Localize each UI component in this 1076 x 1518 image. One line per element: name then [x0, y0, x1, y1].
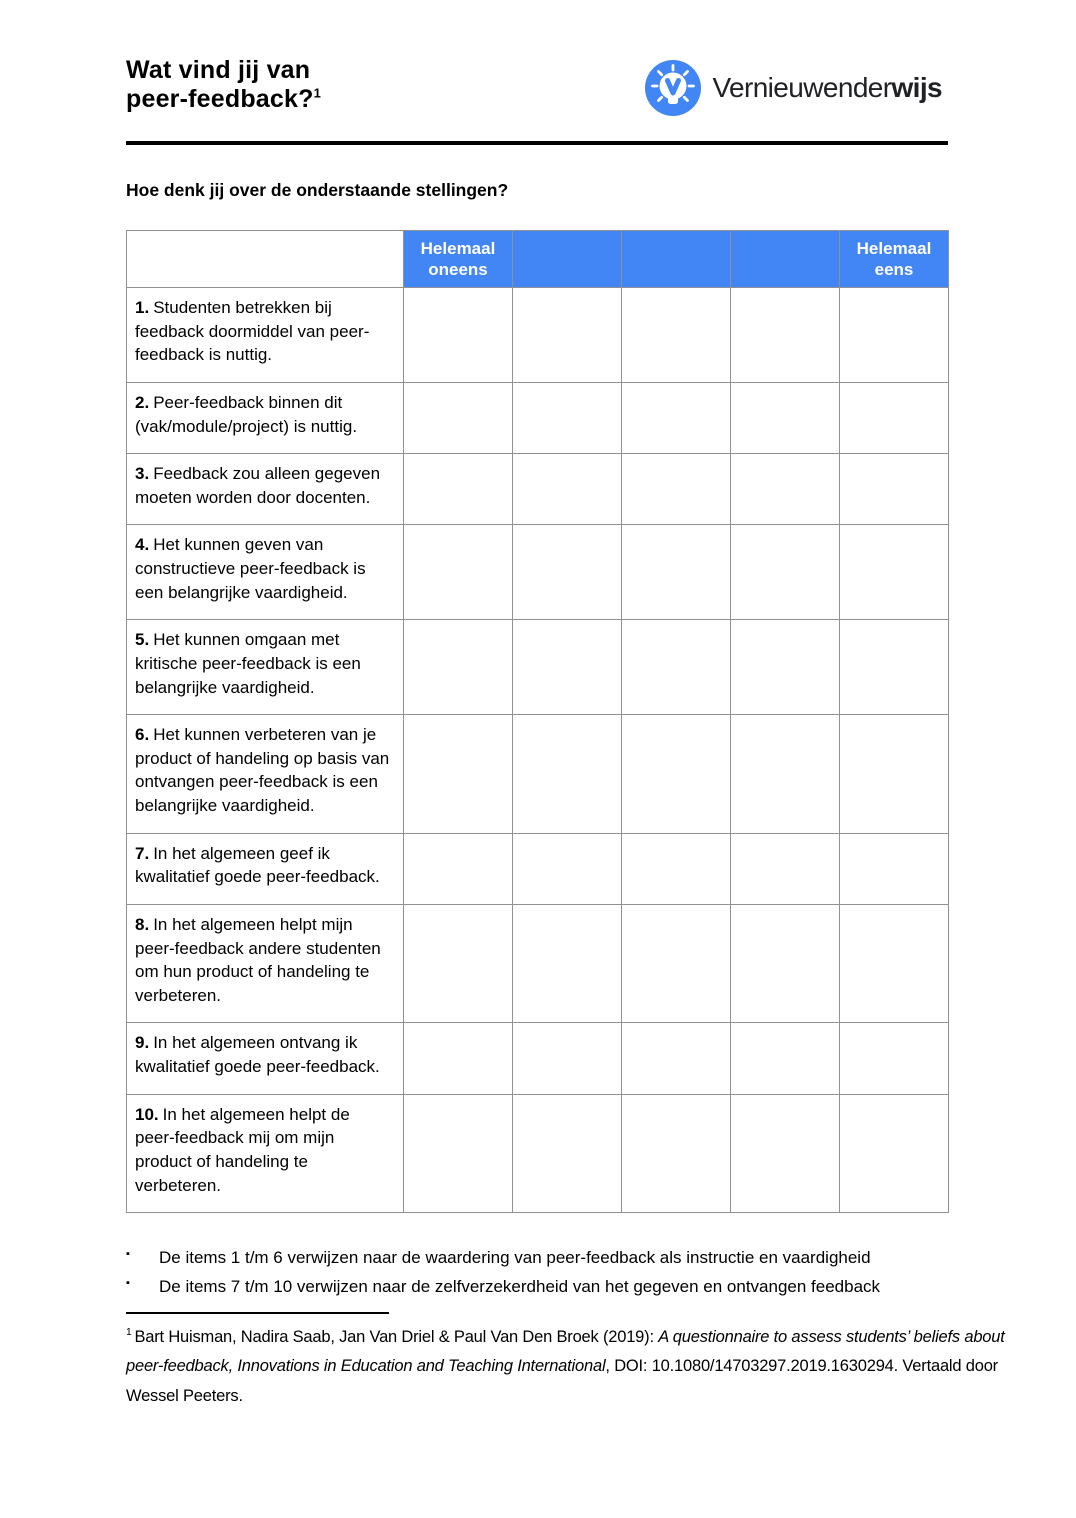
answer-cell[interactable]: [513, 1094, 622, 1213]
answer-cell[interactable]: [404, 904, 513, 1023]
table-row: [127, 620, 949, 715]
answer-cell[interactable]: [513, 620, 622, 715]
answer-cell[interactable]: [731, 620, 840, 715]
statement-number: 10.: [135, 1104, 159, 1124]
answer-cell[interactable]: [513, 833, 622, 904]
brand-logo: [645, 60, 942, 116]
statement-cell: [127, 620, 404, 715]
brand-name: [712, 72, 942, 104]
answer-cell[interactable]: [513, 454, 622, 525]
statement-text: Peer-feedback binnen dit (vak/module/project) is nuttig.: [135, 392, 358, 436]
title-footnote-ref: 1: [313, 85, 322, 101]
statements-table: [126, 230, 949, 1213]
answer-cell[interactable]: [840, 833, 949, 904]
statement-cell: [127, 904, 404, 1023]
answer-cell[interactable]: [840, 288, 949, 383]
statement-cell: [127, 1094, 404, 1213]
notes-list: [126, 1243, 1010, 1301]
square-bullet-icon: ▪: [126, 1277, 130, 1290]
table-header-row: [127, 231, 949, 288]
answer-cell[interactable]: [840, 620, 949, 715]
header-cell-scale-min: Helemaal oneens: [404, 231, 513, 288]
statement-number: 5.: [135, 630, 150, 650]
answer-cell[interactable]: [513, 904, 622, 1023]
statement-cell: [127, 833, 404, 904]
answer-cell[interactable]: [404, 620, 513, 715]
page-title-line2: peer-feedback?: [126, 84, 314, 113]
brand-name-regular: Vernieuwender: [712, 72, 892, 103]
statement-cell: [127, 382, 404, 453]
answer-cell[interactable]: [622, 620, 731, 715]
answer-cell[interactable]: [731, 382, 840, 453]
statement-text: Studenten betrekken bij feedback doormiddel van peer-feedback is nuttig.: [135, 298, 370, 365]
statement-text: In het algemeen helpt de peer-feedback mij om mijn product of handeling te verbeteren.: [135, 1104, 350, 1195]
table-row: [127, 454, 949, 525]
answer-cell[interactable]: [513, 288, 622, 383]
answer-cell[interactable]: [513, 715, 622, 834]
document-header: [126, 56, 1010, 116]
header-cell-4: [731, 231, 840, 288]
page-title: [126, 56, 321, 114]
section-heading: Hoe denk jij over de onderstaande stellingen?: [126, 180, 509, 200]
footnote-citation-italic: A questionnaire to assess students’ beliefs about peer-feedback, Innovations in Education and Teaching International: [126, 1327, 1005, 1376]
lightbulb-v-icon: [645, 60, 701, 116]
statement-number: 1.: [135, 298, 150, 317]
table-row: [127, 1023, 949, 1094]
table-head: [127, 231, 949, 288]
statement-cell: [127, 715, 404, 834]
table-row: [127, 382, 949, 453]
statement-cell: [127, 1023, 404, 1094]
answer-cell[interactable]: [840, 904, 949, 1023]
answer-cell[interactable]: [622, 715, 731, 834]
answer-cell[interactable]: [731, 454, 840, 525]
footnote-text-regular-1: Bart Huisman, Nadira Saab, Jan Van Driel & Paul Van Den Broek (2019):: [134, 1327, 659, 1346]
title-divider: [126, 141, 948, 145]
table-row: [127, 1094, 949, 1213]
statement-text: In het algemeen ontvang ik kwalitatief goede peer-feedback.: [135, 1033, 380, 1076]
footnote-divider: [126, 1312, 389, 1314]
answer-cell[interactable]: [731, 833, 840, 904]
answer-cell[interactable]: [622, 1094, 731, 1213]
note-text: De items 7 t/m 10 verwijzen naar de zelfverzekerdheid van het gegeven en ontvangen feedback: [159, 1277, 881, 1297]
note-item: [126, 1272, 1010, 1301]
statements-body: [127, 288, 949, 1213]
statement-text: Feedback zou alleen gegeven moeten worden door docenten.: [135, 464, 381, 507]
table-row: [127, 904, 949, 1023]
answer-cell[interactable]: [731, 1023, 840, 1094]
answer-cell[interactable]: [404, 1023, 513, 1094]
answer-cell[interactable]: [404, 382, 513, 453]
answer-cell[interactable]: [513, 525, 622, 620]
statement-cell: [127, 454, 404, 525]
answer-cell[interactable]: [840, 525, 949, 620]
answer-cell[interactable]: [622, 1023, 731, 1094]
answer-cell[interactable]: [622, 382, 731, 453]
header-cell-3: [622, 231, 731, 288]
table-row: [127, 715, 949, 834]
answer-cell[interactable]: [622, 525, 731, 620]
page-title-line1: Wat vind jij van: [126, 56, 311, 84]
header-cell-blank: [127, 231, 404, 288]
answer-cell[interactable]: [404, 715, 513, 834]
answer-cell[interactable]: [622, 454, 731, 525]
statement-text: In het algemeen geef ik kwalitatief goede peer-feedback.: [135, 843, 380, 887]
table-row: [127, 525, 949, 620]
header-cell-2: [513, 231, 622, 288]
statement-number: 4.: [135, 535, 150, 555]
answer-cell[interactable]: [404, 833, 513, 904]
statement-number: 2.: [135, 392, 150, 412]
answer-cell[interactable]: [404, 454, 513, 525]
statement-text: In het algemeen helpt mijn peer-feedback andere studenten om hun product of handeling te verbeteren.: [135, 914, 381, 1005]
square-bullet-icon: ▪: [126, 1248, 130, 1261]
footnote-marker: 1: [126, 1327, 132, 1339]
statement-number: 8.: [135, 914, 150, 934]
statement-number: 9.: [135, 1033, 150, 1053]
answer-cell[interactable]: [731, 904, 840, 1023]
answer-cell[interactable]: [622, 833, 731, 904]
statement-text: Het kunnen omgaan met kritische peer-feedback is een belangrijke vaardigheid.: [135, 630, 361, 697]
answer-cell[interactable]: [731, 288, 840, 383]
answer-cell[interactable]: [840, 715, 949, 834]
statement-number: 3.: [135, 464, 150, 484]
note-text: De items 1 t/m 6 verwijzen naar de waardering van peer-feedback als instructie en vaardigheid: [159, 1248, 871, 1268]
statement-number: 7.: [135, 843, 150, 863]
statement-text: Het kunnen verbeteren van je product of handeling op basis van ontvangen peer-feedback is een belangrijke vaardigheid.: [135, 725, 390, 815]
answer-cell[interactable]: [513, 382, 622, 453]
answer-cell[interactable]: [840, 1094, 949, 1213]
answer-cell[interactable]: [404, 525, 513, 620]
statement-cell: [127, 288, 404, 383]
answer-cell[interactable]: [513, 1023, 622, 1094]
table-row: [127, 288, 949, 383]
answer-cell[interactable]: [840, 1023, 949, 1094]
answer-cell[interactable]: [731, 1094, 840, 1213]
footnote: [126, 1323, 1010, 1412]
answer-cell[interactable]: [404, 1094, 513, 1213]
statement-text: Het kunnen geven van constructieve peer-feedback is een belangrijke vaardigheid.: [135, 535, 366, 602]
answer-cell[interactable]: [404, 288, 513, 383]
answer-cell[interactable]: [840, 454, 949, 525]
note-item: [126, 1243, 1010, 1272]
answer-cell[interactable]: [731, 525, 840, 620]
header-cell-scale-max: Helemaal eens: [840, 231, 949, 288]
footnote-text-regular-2: , DOI: 10.1080/14703297.2019.1630294. Vertaald door Wessel Peeters.: [126, 1357, 998, 1405]
statement-number: 6.: [135, 725, 150, 745]
answer-cell[interactable]: [622, 288, 731, 383]
brand-name-bold: wijs: [891, 72, 942, 103]
table-row: [127, 833, 949, 904]
answer-cell[interactable]: [731, 715, 840, 834]
statement-cell: [127, 525, 404, 620]
answer-cell[interactable]: [622, 904, 731, 1023]
answer-cell[interactable]: [840, 382, 949, 453]
